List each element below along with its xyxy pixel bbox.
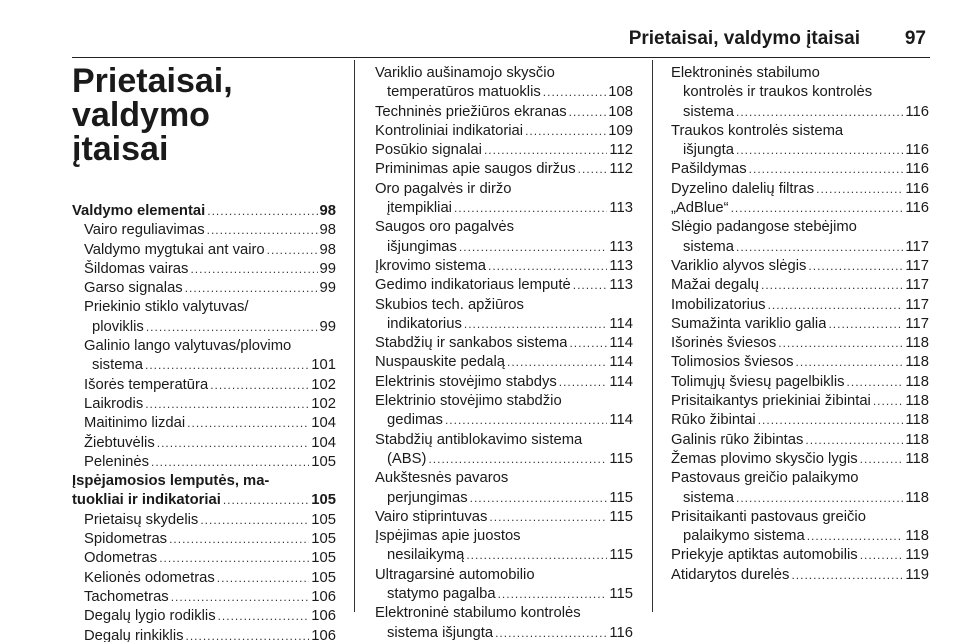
dot-leader (159, 549, 309, 568)
toc-entry[interactable] (671, 257, 929, 276)
toc-entry-heading: Galinio lango valytuvas/plovimo (84, 338, 292, 355)
toc-page-number: 105 (311, 511, 336, 528)
toc-page-number: 101 (311, 357, 336, 374)
toc-entry[interactable] (72, 607, 336, 626)
toc-page-number: 118 (905, 489, 929, 506)
toc-page-number: 113 (609, 277, 633, 294)
toc-entry-label: Pašildymas (671, 161, 747, 178)
toc-entry[interactable] (72, 530, 336, 549)
toc-entry-label: sistema (683, 238, 734, 255)
toc-page-number: 105 (311, 550, 336, 567)
dot-leader (807, 527, 904, 546)
toc-entry-heading: Saugos oro pagalvės (375, 219, 515, 236)
toc-entry[interactable] (72, 395, 336, 414)
toc-column-1 (72, 64, 336, 642)
toc-page-number: 102 (311, 395, 336, 412)
toc-entry[interactable] (671, 566, 929, 585)
toc-entry-heading: Ultragarsinė automobilio (375, 566, 535, 583)
dot-leader (223, 491, 309, 510)
dot-leader (860, 450, 904, 469)
toc-entry-heading: Stabdžių antiblokavimo sistema (375, 431, 583, 448)
toc-entry[interactable] (375, 141, 633, 160)
toc-entry-label: Įkrovimo sistema (375, 257, 486, 274)
toc-entry-label: palaikymo sistema (683, 528, 805, 545)
toc-entry[interactable] (671, 527, 929, 546)
toc-entry-heading: Elektroninė stabilumo kontrolės (375, 605, 581, 622)
dot-leader (749, 160, 904, 179)
toc-page-number: 118 (905, 528, 929, 545)
dot-leader (207, 202, 317, 221)
toc-page-number: 115 (609, 547, 633, 564)
toc-page-number: 113 (609, 238, 633, 255)
dot-leader (218, 607, 310, 626)
toc-entry-label: Tolimosios šviesos (671, 354, 794, 371)
toc-entry-label: indikatorius (387, 315, 462, 332)
toc-entry-label: Degalų rinkiklis (84, 627, 184, 642)
toc-entry[interactable] (671, 238, 929, 257)
toc-page-number: 108 (608, 84, 633, 101)
toc-entry[interactable] (375, 103, 633, 122)
toc-page-number: 119 (905, 566, 929, 583)
toc-entry[interactable] (375, 238, 633, 257)
toc-page-number: 104 (311, 415, 336, 432)
toc-page-number: 116 (905, 161, 929, 178)
toc-entry-label: Sumažinta variklio galia (671, 315, 827, 332)
toc-page-number: 112 (609, 161, 633, 178)
toc-entry[interactable] (375, 450, 633, 469)
toc-entry-label: Galinis rūko žibintas (671, 431, 804, 448)
toc-entry[interactable] (375, 546, 633, 565)
toc-entry-label: nesilaikymą (387, 547, 465, 564)
toc-entry-label: Variklio alyvos slėgis (671, 257, 807, 274)
toc-entry-label: temperatūros matuoklis (387, 84, 541, 101)
toc-entry-heading: Variklio aušinamojo skysčio (375, 65, 555, 81)
dot-leader (761, 276, 903, 295)
toc-entry[interactable] (375, 122, 633, 141)
dot-leader (445, 411, 607, 430)
dot-leader (185, 279, 318, 298)
toc-page-number: 114 (609, 373, 633, 390)
toc-entry-label: Degalų lygio rodiklis (84, 608, 216, 625)
toc-entry-label: Nuspauskite pedalą (375, 354, 505, 371)
toc-page-number: 115 (609, 586, 633, 603)
dot-leader (736, 489, 903, 508)
toc-entry-label: Rūko žibintai (671, 412, 756, 429)
toc-entry-label: Imobilizatorius (671, 296, 766, 313)
toc-page-number: 99 (319, 260, 336, 277)
dot-leader (186, 627, 310, 642)
toc-entry[interactable] (72, 221, 336, 240)
toc-entry-heading: Elektroninės stabilumo (671, 65, 820, 81)
toc-entry-label: Priminimas apie saugos diržus (375, 161, 576, 178)
dot-leader (525, 122, 606, 141)
toc-entry[interactable] (72, 627, 336, 642)
dot-leader (428, 450, 607, 469)
toc-entry[interactable] (72, 376, 336, 395)
toc-entry[interactable] (671, 450, 929, 469)
toc-entry-label: Atidarytos durelės (671, 566, 790, 583)
toc-entry[interactable] (375, 160, 633, 179)
column-divider (354, 60, 355, 612)
dot-leader (758, 411, 904, 430)
toc-page-number: 115 (609, 508, 633, 525)
dot-leader (217, 569, 310, 588)
toc-entry-label: sistema išjungta (387, 624, 494, 641)
dot-leader (578, 160, 608, 179)
toc-entry-label: Techninės priežiūros ekranas (375, 103, 567, 120)
toc-entry-label: Peleninės (84, 453, 149, 470)
toc-entry-label: Valdymo mygtukai ant vairo (84, 241, 265, 258)
dot-leader (145, 395, 309, 414)
toc-page-number: 118 (905, 335, 929, 352)
toc-entry-label: Žemas plovimo skysčio lygis (671, 450, 858, 467)
dot-leader (488, 257, 607, 276)
dot-leader (454, 199, 607, 218)
toc-page-number: 105 (311, 492, 336, 509)
toc-page-number: 118 (905, 373, 929, 390)
dot-leader (207, 221, 318, 240)
toc-entry-label: Laikrodis (84, 395, 144, 412)
toc-entry-label: Šildomas vairas (84, 260, 189, 277)
dot-leader (190, 260, 317, 279)
toc-entry-heading: Prisitaikanti pastovaus greičio (671, 508, 866, 525)
toc-entry-label: Posūkio signalai (375, 142, 482, 159)
toc-page-number: 108 (608, 103, 633, 120)
toc-entry-heading: Slėgio padangose stebėjimo (671, 219, 857, 236)
toc-entry[interactable] (72, 279, 336, 298)
toc-page-number: 115 (609, 489, 633, 506)
toc-page-number: 116 (905, 180, 929, 197)
toc-page-number: 116 (905, 142, 929, 159)
toc-entry[interactable] (375, 411, 633, 430)
dot-leader (145, 356, 309, 375)
dot-leader (778, 334, 903, 353)
toc-entry-heading: Traukos kontrolės sistema (671, 122, 844, 139)
toc-entry-label: Išorės temperatūra (84, 376, 209, 393)
toc-page-number: 106 (311, 627, 336, 642)
dot-leader (543, 83, 607, 102)
toc-entry-label: Stabdžių ir sankabos sistema (375, 335, 568, 352)
toc-entry-label: Tolimųjų šviesų pagelbiklis (671, 373, 845, 390)
toc-entry-heading: Elektrinio stovėjimo stabdžio (375, 393, 562, 410)
toc-entry[interactable] (671, 199, 929, 218)
dot-leader (768, 296, 904, 315)
toc-page-number: 112 (609, 142, 633, 159)
toc-entry[interactable] (671, 160, 929, 179)
toc-list (72, 202, 336, 642)
toc-page-number: 118 (905, 431, 929, 448)
dot-leader (151, 453, 309, 472)
toc-page-number: 118 (905, 354, 929, 371)
toc-entry-label: statymo pagalba (387, 586, 496, 603)
toc-entry-label: gedimas (387, 412, 443, 429)
toc-entry[interactable] (72, 414, 336, 433)
toc-entry[interactable] (72, 491, 336, 510)
dot-leader (736, 238, 903, 257)
toc-entry-label: Išorinės šviesos (671, 335, 777, 352)
toc-entry-label: Gedimo indikatoriaus lemputė (375, 277, 571, 294)
toc-entry-heading: Skubios tech. apžiūros (375, 296, 524, 313)
dot-leader (805, 431, 903, 450)
toc-page-number: 117 (905, 257, 929, 274)
toc-page-number: 98 (319, 222, 336, 239)
toc-entry[interactable] (375, 83, 633, 102)
toc-entry-heading: Priekinio stiklo valytuvas/ (84, 299, 249, 316)
toc-entry-label: Dyzelino dalelių filtras (671, 180, 815, 197)
dot-leader (146, 318, 318, 337)
toc-page-number: 118 (905, 412, 929, 429)
page-number: 97 (904, 28, 926, 49)
dot-leader (860, 546, 904, 565)
toc-entry-label: Vairo stiprintuvas (375, 508, 488, 525)
dot-leader (459, 238, 608, 257)
dot-leader (489, 508, 607, 527)
dot-leader (495, 624, 607, 642)
toc-entry-label: perjungimas (387, 489, 468, 506)
toc-list (375, 64, 633, 642)
toc-entry[interactable] (671, 489, 929, 508)
toc-entry-label: (ABS) (387, 450, 427, 467)
toc-entry[interactable] (72, 569, 336, 588)
toc-entry[interactable] (375, 585, 633, 604)
toc-entry[interactable] (375, 489, 633, 508)
toc-entry-label: Mažai degalų (671, 277, 760, 294)
toc-page-number: 114 (609, 335, 633, 352)
toc-entry[interactable] (671, 546, 929, 565)
toc-entry-label: Priekyje aptiktas automobilis (671, 547, 858, 564)
toc-page-number: 114 (609, 315, 633, 332)
toc-page-number: 115 (609, 450, 633, 467)
toc-page-number: 102 (311, 376, 336, 393)
dot-leader (210, 376, 309, 395)
toc-entry[interactable] (375, 199, 633, 218)
toc-page-number: 116 (905, 103, 929, 120)
toc-page-number: 116 (905, 200, 929, 217)
toc-entry[interactable] (72, 241, 336, 260)
toc-entry-label: Tachometras (84, 588, 169, 605)
toc-page-number: 105 (311, 531, 336, 548)
toc-page-number: 118 (905, 393, 929, 410)
toc-column-2 (375, 64, 633, 642)
toc-page-number: 114 (609, 412, 633, 429)
dot-leader (559, 373, 608, 392)
toc-page-number: 98 (319, 241, 336, 258)
dot-leader (157, 434, 310, 453)
toc-entry[interactable] (671, 296, 929, 315)
toc-entry[interactable] (72, 356, 336, 375)
toc-page-number: 105 (311, 453, 336, 470)
dot-leader (169, 530, 309, 549)
toc-entry-label: Kontroliniai indikatoriai (375, 122, 524, 139)
toc-entry-label: Valdymo elementai (72, 203, 206, 219)
toc-page-number: 118 (905, 450, 929, 467)
toc-entry[interactable] (671, 103, 929, 122)
toc-entry[interactable] (671, 353, 929, 372)
toc-entry-label: Žiebtuvėlis (84, 434, 155, 451)
column-divider (652, 60, 653, 612)
toc-entry[interactable] (375, 257, 633, 276)
toc-entry[interactable] (375, 508, 633, 527)
toc-entry-label: sistema (92, 357, 143, 374)
toc-page-number: 117 (905, 277, 929, 294)
toc-column-3 (671, 64, 929, 585)
toc-entry[interactable] (671, 373, 929, 392)
dot-leader (267, 241, 318, 260)
dot-leader (507, 353, 607, 372)
dot-leader (796, 353, 904, 372)
toc-entry[interactable] (72, 588, 336, 607)
dot-leader (736, 141, 903, 160)
toc-entry-label: Vairo reguliavimas (84, 222, 205, 239)
toc-entry[interactable] (671, 392, 929, 411)
toc-page-number: 116 (609, 624, 633, 641)
toc-page-number: 117 (905, 238, 929, 255)
toc-entry[interactable] (72, 511, 336, 530)
toc-entry-label: sistema (683, 489, 734, 506)
toc-entry-heading: Įspėjimas apie juostos (375, 528, 521, 545)
toc-list (671, 64, 929, 585)
toc-entry-label: Elektrinis stovėjimo stabdys (375, 373, 557, 390)
dot-leader (200, 511, 309, 530)
dot-leader (828, 315, 903, 334)
dot-leader (466, 546, 607, 565)
dot-leader (573, 276, 608, 295)
toc-page-number: 106 (311, 588, 336, 605)
toc-entry[interactable] (671, 334, 929, 353)
toc-page-number: 114 (609, 354, 633, 371)
toc-entry-label: Spidometras (84, 531, 168, 548)
toc-entry-label: Garso signalas (84, 280, 183, 297)
toc-entry-label: tuokliai ir indikatoriai (72, 492, 221, 509)
dot-leader (498, 585, 608, 604)
toc-entry-label: sistema (683, 103, 734, 120)
dot-leader (470, 489, 608, 508)
toc-page-number: 117 (905, 296, 929, 313)
toc-entry[interactable] (72, 549, 336, 568)
toc-entry[interactable] (671, 180, 929, 199)
running-title: Prietaisai, valdymo įtaisai (628, 28, 860, 49)
toc-entry-label: ploviklis (92, 318, 144, 335)
toc-page-number: 113 (609, 200, 633, 217)
toc-entry[interactable] (375, 276, 633, 295)
toc-entry-label: išjungta (683, 142, 735, 159)
toc-entry[interactable] (72, 318, 336, 337)
toc-entry[interactable] (375, 315, 633, 334)
toc-entry-label: Maitinimo lizdai (84, 415, 186, 432)
toc-entry[interactable] (375, 334, 633, 353)
toc-page-number: 98 (319, 203, 336, 219)
toc-entry[interactable] (72, 453, 336, 472)
toc-page-number: 106 (311, 608, 336, 625)
toc-entry[interactable] (375, 373, 633, 392)
toc-entry[interactable] (72, 202, 336, 221)
toc-page-number: 99 (319, 280, 336, 297)
toc-entry[interactable] (671, 141, 929, 160)
toc-page-number: 119 (905, 547, 929, 564)
toc-page-number: 104 (311, 434, 336, 451)
toc-entry[interactable] (671, 276, 929, 295)
toc-entry-heading: Oro pagalvės ir diržo (375, 180, 512, 197)
toc-page-number: 113 (609, 257, 633, 274)
toc-page-number: 117 (905, 315, 929, 332)
toc-page-number: 109 (608, 122, 633, 139)
dot-leader (484, 141, 607, 160)
toc-entry[interactable] (671, 315, 929, 334)
toc-entry-label: Prietaisų skydelis (84, 511, 199, 528)
toc-entry[interactable] (72, 260, 336, 279)
dot-leader (187, 414, 309, 433)
toc-entry-label: Prisitaikantys priekiniai žibintai (671, 393, 871, 410)
toc-entry-heading: Aukštesnės pavaros (375, 470, 509, 487)
toc-entry-heading: Pastovaus greičio palaikymo (671, 470, 859, 487)
toc-entry-label: „AdBlue“ (671, 200, 729, 217)
toc-entry-label: Kelionės odometras (84, 569, 215, 586)
toc-entry-label: įtempikliai (387, 200, 452, 217)
dot-leader (464, 315, 608, 334)
section-title: Prietaisai, valdymo įtaisai (72, 62, 233, 168)
toc-entry-heading: kontrolės ir traukos kontrolės (683, 84, 873, 101)
dot-leader (569, 334, 607, 353)
dot-leader (731, 199, 904, 218)
toc-entry[interactable] (375, 353, 633, 372)
page-header (72, 26, 930, 58)
dot-leader (736, 103, 903, 122)
dot-leader (873, 392, 904, 411)
toc-entry[interactable] (375, 624, 633, 642)
dot-leader (816, 180, 903, 199)
toc-entry[interactable] (671, 431, 929, 450)
toc-entry-label: Odometras (84, 550, 158, 567)
toc-entry-heading: Įspėjamosios lemputės, ma- (72, 473, 270, 490)
dot-leader (791, 566, 903, 585)
dot-leader (847, 373, 904, 392)
dot-leader (569, 103, 607, 122)
toc-entry-label: išjungimas (387, 238, 457, 255)
toc-entry[interactable] (671, 411, 929, 430)
toc-entry[interactable] (72, 434, 336, 453)
dot-leader (171, 588, 310, 607)
toc-page-number: 99 (319, 318, 336, 335)
toc-page-number: 105 (311, 569, 336, 586)
dot-leader (808, 257, 903, 276)
